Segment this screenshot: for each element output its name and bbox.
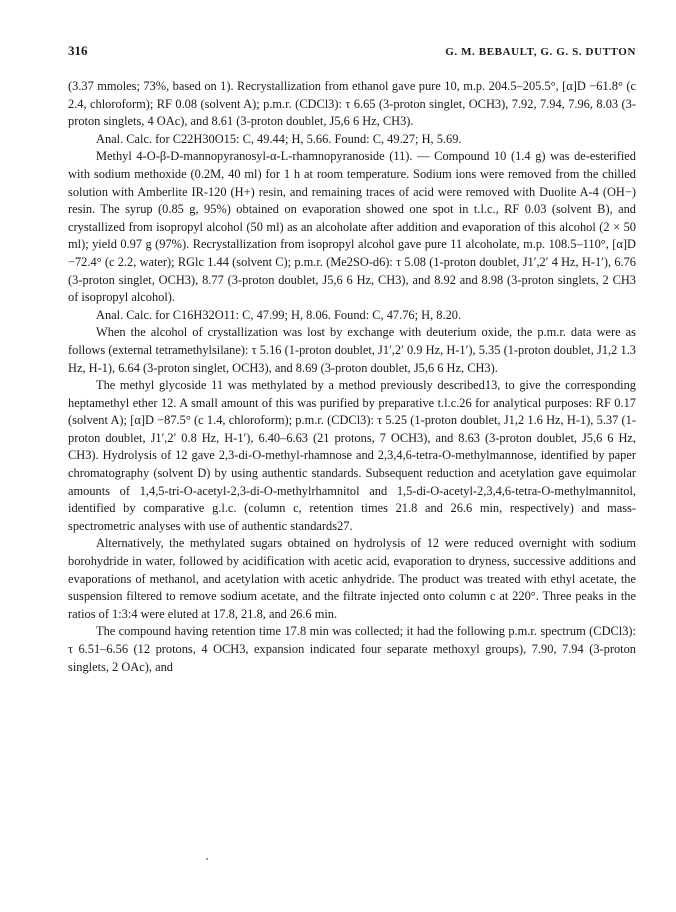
document-page <box>68 42 636 676</box>
body-text <box>68 78 636 676</box>
body-paragraph: (3.37 mmoles; 73%, based on 1). Recrystallization from ethanol gave pure 10, m.p. 204.5–205.5°, [α]D −61.8° (c 2.4, chloroform); RF 0.08 (solvent A); p.m.r. (CDCl3): τ 6.65 (3-proton singlet, OCH3), 7.92, 7.94, 7.96, 8.03 (3-proton singlets, 4 OAc), and 8.61 (3-proton doublet, J5,6 6 Hz, CH3). <box>68 79 636 129</box>
page-number: 316 <box>68 43 88 58</box>
speck-mark <box>206 858 208 860</box>
body-paragraph: Anal. Calc. for C22H30O15: C, 49.44; H, 5.66. Found: C, 49.27; H, 5.69. <box>96 131 462 146</box>
page-header <box>68 42 636 64</box>
running-head: G. M. BEBAULT, G. G. S. DUTTON <box>445 46 636 58</box>
body-paragraph: The compound having retention time 17.8 min was collected; it had the following p.m.r. spectrum (CDCl3): τ 6.51–6.56 (12 protons, 4 OCH3, expansion indicated four separate methoxyl groups), 7.90, 7.94 (3-proton singlets, 2 OAc), and <box>68 624 636 674</box>
body-paragraph: Methyl 4-O-β-D-mannopyranosyl-α-L-rhamnopyranoside (11). — Compound 10 (1.4 g) was de-esterified with sodium methoxide (0.2M, 40 ml) for 1 h at room temperature. Sodium ions were removed from the chilled solution with Amberlite IR-120 (H+) resin, and remaining traces of acid were removed with Duolite A-4 (OH−) resin. The syrup (0.85 g, 95%) obtained on evaporation showed one spot in t.l.c., RF 0.03 (solvent B), and crystallized from isopropyl alcohol (50 ml) as an alcoholate after addition and evaporation of this alcohol (2 × 50 ml); yield 0.97 g (97%). Recrystallization from isopropyl alcohol gave pure 11 alcoholate, m.p. 108.5–110°, [α]D −72.4° (c 2.2, water); RGlc 1.44 (solvent C); p.m.r. (Me2SO-d6): τ 5.08 (1-proton doublet, J1′,2′ 4 Hz, H-1′), 6.76 (3-proton singlet, OCH3), 8.77 (3-proton doublet, J5,6 6 Hz, CH3), and 8.92 and 8.98 (3-proton singlets, 2 CH3 of isopropyl alcohol). <box>68 149 636 305</box>
body-paragraph: When the alcohol of crystallization was lost by exchange with deuterium oxide, the p.m.r. data were as follows (external tetramethylsilane): τ 5.16 (1-proton doublet, J1′,2′ 0.9 Hz, H-1′), 5.35 (1-proton doublet, J1,2 1.3 Hz, H-1), 6.64 (3-proton singlet, OCH3), and 8.69 (3-proton doublet, J5,6 6 Hz, CH3). <box>68 325 636 375</box>
body-paragraph: Anal. Calc. for C16H32O11: C, 47.99; H, 8.06. Found: C, 47.76; H, 8.20. <box>96 307 462 322</box>
body-paragraph: Alternatively, the methylated sugars obtained on hydrolysis of 12 were reduced overnight with sodium borohydride in water, followed by acidification with acetic acid, evaporation to dryness, successive additions and evaporations of methanol, and acetylation with acetic anhydride. The product was treated with ethyl acetate, the suspension filtered to remove sodium acetate, and the filtrate injected onto column c at 220°. Three peaks in the ratios of 1:3:4 were eluted at 17.8, 21.8, and 26.6 min. <box>68 536 636 621</box>
body-paragraph: The methyl glycoside 11 was methylated by a method previously described13, to give the corresponding heptamethyl ether 12. A small amount of this was purified by preparative t.l.c.26 for analytical purposes: RF 0.17 (solvent A); [α]D −87.5° (c 1.4, chloroform); p.m.r. (CDCl3): τ 5.25 (1-proton doublet, J1,2 1.6 Hz, H-1), 5.37 (1-proton doublet, J1′,2′ 0.8 Hz, H-1′), 6.40–6.63 (21 protons, 7 OCH3), and 8.63 (3-proton doublet, J5,6 6 Hz, CH3). Hydrolysis of 12 gave 2,3-di-O-methyl-rhamnose and 2,3,4,6-tetra-O-methylmannose, identified by paper chromatography (solvent D) by using authentic standards. Subsequent reduction and acetylation gave equimolar amounts of 1,4,5-tri-O-acetyl-2,3-di-O-methylrhamnitol and 1,5-di-O-acetyl-2,3,4,6-tetra-O-methylmannitol, identified by comparative g.l.c. (column c, retention times 21.8 and 26.6 min, respectively) and mass-spectrometric analyses with use of authentic standards27. <box>68 378 636 533</box>
